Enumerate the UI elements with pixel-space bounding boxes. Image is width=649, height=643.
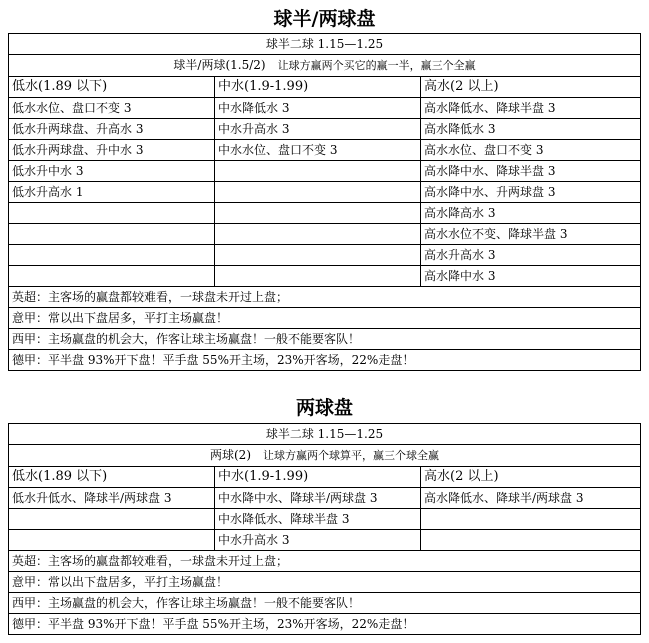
table-cell: 低水升两球盘、升高水 3 xyxy=(9,119,215,140)
section1-title: 球半/两球盘 xyxy=(273,8,376,30)
table-row xyxy=(9,161,641,182)
table-cell xyxy=(9,509,215,530)
handicap-label: 两球(2) xyxy=(210,448,251,462)
table-cell: 高水降中水 3 xyxy=(421,266,641,287)
table-cell xyxy=(421,509,641,530)
table-cell xyxy=(9,266,215,287)
table-cell: 高水升高水 3 xyxy=(421,245,641,266)
table-cell: 低水升高水 1 xyxy=(9,182,215,203)
table-row xyxy=(9,266,641,287)
league-note: 意甲：常以出下盘居多，平打主场赢盘！ xyxy=(9,308,641,329)
table-cell: 中水降低水 3 xyxy=(215,98,421,119)
table-cell xyxy=(9,203,215,224)
table-row xyxy=(9,224,641,245)
column-header: 低水(1.89 以下) xyxy=(9,77,215,98)
table-cell xyxy=(215,161,421,182)
table-cell xyxy=(9,245,215,266)
table-cell: 高水降低水、降球半盘 3 xyxy=(421,98,641,119)
table-cell: 中水水位、盘口不变 3 xyxy=(215,140,421,161)
table-cell: 低水水位、盘口不变 3 xyxy=(9,98,215,119)
column-header: 中水(1.9-1.99) xyxy=(215,467,421,488)
table-row xyxy=(9,140,641,161)
table-cell xyxy=(9,224,215,245)
table-cell: 中水升高水 3 xyxy=(215,119,421,140)
handicap-label: 球半/两球(1.5/2) xyxy=(173,58,266,72)
table-cell: 低水升两球盘、升中水 3 xyxy=(9,140,215,161)
league-note: 德甲：平半盘 93%开下盘！平手盘 55%开主场，23%开客场，22%走盘！ xyxy=(9,614,641,635)
table-cell xyxy=(9,530,215,551)
table-cell xyxy=(215,182,421,203)
table-cell: 高水降低水 3 xyxy=(421,119,641,140)
table-row xyxy=(9,182,641,203)
table-cell xyxy=(215,203,421,224)
table-cell: 高水降中水、升两球盘 3 xyxy=(421,182,641,203)
handicap-table-2 xyxy=(8,423,641,635)
table-cell: 中水降中水、降球半/两球盘 3 xyxy=(215,488,421,509)
table-header: 球半二球 1.15—1.25 xyxy=(9,34,641,55)
league-note: 英超：主客场的赢盘都较难看，一球盘未开过上盘； xyxy=(9,551,641,572)
handicap-description: 让球方赢两个买它的赢一半，赢三个全赢 xyxy=(277,59,476,72)
table-row xyxy=(9,530,641,551)
table-cell: 高水降中水、降球半盘 3 xyxy=(421,161,641,182)
table-cell: 低水升低水、降球半/两球盘 3 xyxy=(9,488,215,509)
table-cell: 中水降低水、降球半盘 3 xyxy=(215,509,421,530)
column-header: 高水(2 以上) xyxy=(421,467,641,488)
table-row xyxy=(9,98,641,119)
table-cell xyxy=(421,530,641,551)
table-cell: 高水水位、盘口不变 3 xyxy=(421,140,641,161)
table-cell: 低水升中水 3 xyxy=(9,161,215,182)
column-header: 中水(1.9-1.99) xyxy=(215,77,421,98)
handicap-description: 让球方赢两个球算平，赢三个球全赢 xyxy=(263,449,439,462)
league-note: 德甲：平半盘 93%开下盘！平手盘 55%开主场，23%开客场，22%走盘！ xyxy=(9,350,641,371)
table-cell xyxy=(215,266,421,287)
table-cell: 高水降低水、降球半/两球盘 3 xyxy=(421,488,641,509)
table-row xyxy=(9,509,641,530)
column-header: 高水(2 以上) xyxy=(421,77,641,98)
section2-title: 两球盘 xyxy=(295,397,353,419)
table-cell: 高水水位不变、降球半盘 3 xyxy=(421,224,641,245)
league-note: 意甲：常以出下盘居多，平打主场赢盘！ xyxy=(9,572,641,593)
table-cell xyxy=(215,245,421,266)
table-row xyxy=(9,119,641,140)
table-subheader xyxy=(9,55,641,77)
column-header: 低水(1.89 以下) xyxy=(9,467,215,488)
table-cell xyxy=(215,224,421,245)
league-note: 英超：主客场的赢盘都较难看，一球盘未开过上盘； xyxy=(9,287,641,308)
table-cell: 中水升高水 3 xyxy=(215,530,421,551)
table-cell: 高水降高水 3 xyxy=(421,203,641,224)
handicap-table-1 xyxy=(8,33,641,371)
league-note: 西甲：主场赢盘的机会大，作客让球主场赢盘！一般不能要客队！ xyxy=(9,593,641,614)
table-subheader xyxy=(9,445,641,467)
league-note: 西甲：主场赢盘的机会大，作客让球主场赢盘！一般不能要客队！ xyxy=(9,329,641,350)
table-row xyxy=(9,245,641,266)
table-header: 球半二球 1.15—1.25 xyxy=(9,424,641,445)
table-row xyxy=(9,488,641,509)
table-row xyxy=(9,203,641,224)
